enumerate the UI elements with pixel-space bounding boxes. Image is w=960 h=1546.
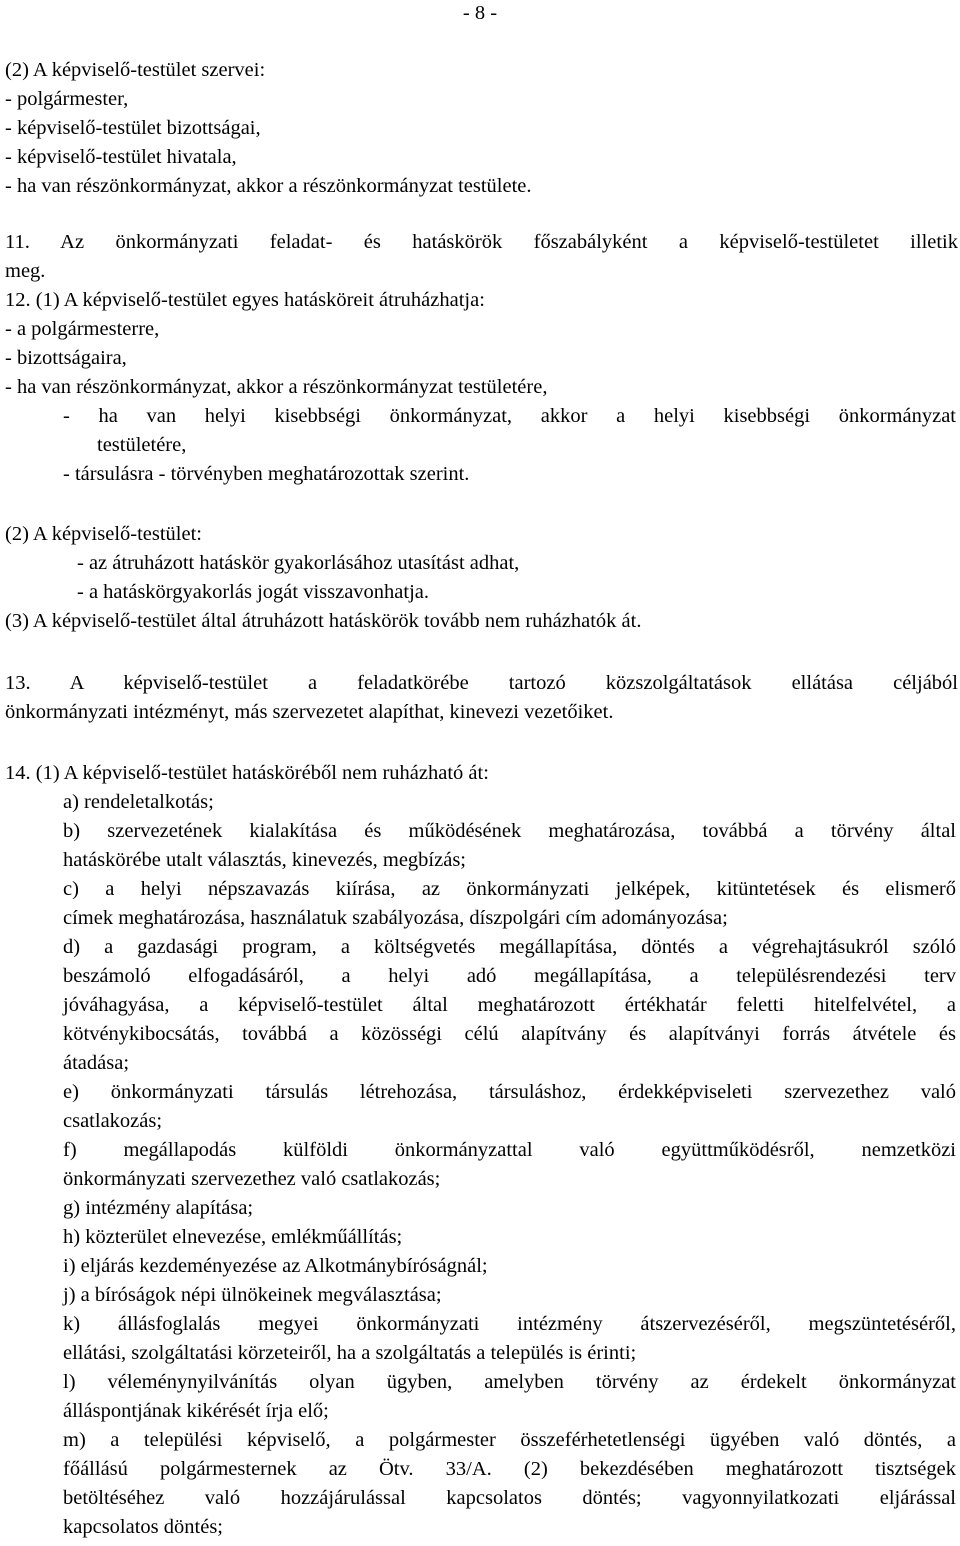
text-line: címek meghatározása, használatuk szabályozása, díszpolgári cím adományozása; [63,907,728,929]
text-line: hatáskörébe utalt választás, kinevezés, megbízás; [63,849,467,871]
text-line: h) közterület elnevezése, emlékműállítás; [63,1226,403,1248]
text-line: - társulásra - törvényben meghatározottak szerint. [63,463,470,485]
text-line: 11. Az önkormányzati feladat- és hatáskörök főszabályként a képviselő-testületet illetik [5,231,958,253]
text-line: betöltéséhez való hozzájárulással kapcsolatos döntés; vagyonnyilatkozati eljárással [63,1487,956,1509]
text-line: c) a helyi népszavazás kiírása, az önkormányzati jelképek, kitüntetések és elismerő [63,878,956,900]
text-line: 14. (1) A képviselő-testület hatásköréből nem ruházható át: [5,762,489,784]
text-line: átadása; [63,1052,130,1074]
page-number: - 8 - [462,2,498,24]
text-line: - képviselő-testület hivatala, [5,146,237,168]
text-line: - ha van helyi kisebbségi önkormányzat, akkor a helyi kisebbségi önkormányzat [63,405,956,427]
text-line: - képviselő-testület bizottságai, [5,117,261,139]
text-line: (2) A képviselő-testület: [5,523,202,545]
text-line: 13. A képviselő-testület a feladatkörébe tartozó közszolgáltatások ellátása céljából [5,672,958,694]
text-line: testületére, [97,434,187,456]
text-line: (2) A képviselő-testület szervei: [5,59,266,81]
text-line: 12. (1) A képviselő-testület egyes hatásköreit átruházhatja: [5,289,485,311]
text-line: i) eljárás kezdeményezése az Alkotmánybíróságnál; [63,1255,488,1277]
text-line: álláspontjának kikérését írja elő; [63,1400,329,1422]
text-line: g) intézmény alapítása; [63,1197,254,1219]
text-line: - a hatáskörgyakorlás jogát visszavonhatja. [77,581,430,603]
text-line: (3) A képviselő-testület által átruházott hatáskörök tovább nem ruházhatók át. [5,610,642,632]
text-line: beszámoló elfogadásáról, a helyi adó megállapítása, a településrendezési terv [63,965,956,987]
text-line: l) véleménynyilvánítás olyan ügyben, amelyben törvény az érdekelt önkormányzat [63,1371,956,1393]
text-line: jóváhagyása, a képviselő-testület által meghatározott értékhatár feletti hitelfelvétel, a [63,994,956,1016]
text-line: önkormányzati szervezethez való csatlakozás; [63,1168,441,1190]
text-line: e) önkormányzati társulás létrehozása, társuláshoz, érdekképviseleti szervezethez való [63,1081,956,1103]
text-line: főállású polgármesternek az Ötv. 33/A. (2) bekezdésében meghatározott tisztségek [63,1458,956,1480]
text-line: b) szervezetének kialakítása és működésének meghatározása, továbbá a törvény által [63,820,956,842]
text-line: csatlakozás; [63,1110,163,1132]
text-line: kötvénykibocsátás, továbbá a közösségi célú alapítvány és alapítványi forrás átvétele és [63,1023,956,1045]
text-line: önkormányzati intézményt, más szervezetet alapíthat, kinevezi vezetőiket. [5,701,614,723]
text-line: j) a bíróságok népi ülnökeinek megválasztása; [63,1284,442,1306]
text-line: - a polgármesterre, [5,318,160,340]
text-line: - az átruházott hatáskör gyakorlásához utasítást adhat, [77,552,520,574]
text-line: kapcsolatos döntés; [63,1516,223,1538]
text-line: ellátási, szolgáltatási körzeteiről, ha a szolgáltatás a település is érinti; [63,1342,637,1364]
text-line: d) a gazdasági program, a költségvetés megállapítása, döntés a végrehajtásukról szóló [63,936,956,958]
text-line: - bizottságaira, [5,347,127,369]
text-line: - ha van részönkormányzat, akkor a részönkormányzat testülete. [5,175,532,197]
text-line: - polgármester, [5,88,129,110]
text-line: f) megállapodás külföldi önkormányzattal való együttműködésről, nemzetközi [63,1139,956,1161]
text-line: - ha van részönkormányzat, akkor a részönkormányzat testületére, [5,376,548,398]
text-line: meg. [5,260,46,282]
text-line: k) állásfoglalás megyei önkormányzati intézmény átszervezéséről, megszüntetéséről, [63,1313,956,1335]
text-line: m) a települési képviselő, a polgármester összeférhetetlenségi ügyében való döntés, a [63,1429,956,1451]
text-line: a) rendeletalkotás; [63,791,214,813]
